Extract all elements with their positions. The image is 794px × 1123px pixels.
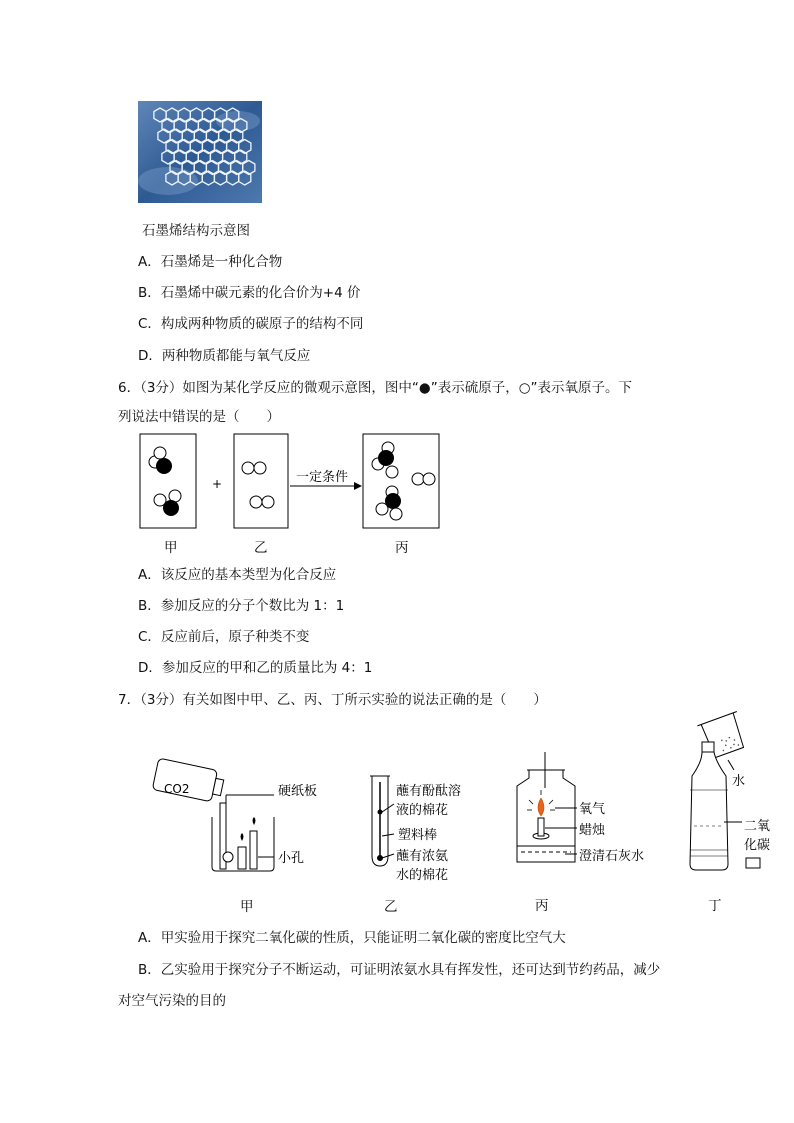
q5-option-d: D．两种物质都能与氧气反应 (138, 348, 311, 364)
cotton1-line1: 蘸有酚酞溶 (396, 784, 462, 799)
oxygen-atom (242, 462, 254, 474)
q6-option-c: C．反应前后，原子种类不变 (138, 629, 310, 645)
water-label: 水 (732, 774, 746, 789)
graphene-caption: 石墨烯结构示意图 (142, 223, 250, 239)
candle-icon (538, 818, 544, 836)
plus-sign: + (212, 477, 223, 491)
co2-label: CO2 (164, 782, 190, 796)
experiment-bing (505, 748, 665, 913)
q7-option-b-line1: B．乙实验用于探究分子不断运动，可证明浓氨水具有挥发性，还可达到节约药品，减少 (138, 962, 661, 978)
oxygen-atom (390, 508, 402, 520)
q5-option-c: C．构成两种物质的碳原子的结构不同 (138, 316, 364, 332)
label-bing: 丙 (535, 898, 549, 914)
experiment-jia (150, 735, 318, 915)
oxygen-atom (386, 466, 398, 478)
box-yi (234, 434, 288, 528)
board-label: 硬纸板 (278, 784, 318, 799)
q6-stem-line1: 6．（3分）如图为某化学反应的微观示意图，图中“●”表示硫原子，○”表示氧原子。下 (118, 380, 632, 396)
oxygen-atom (250, 496, 262, 508)
cotton1-line2: 液的棉花 (396, 803, 449, 818)
arrow-head-icon (354, 482, 362, 490)
q7-option-a: A．甲实验用于探究二氧化碳的性质，只能证明二氧化碳的密度比空气大 (138, 930, 566, 946)
sulfur-atom (163, 500, 179, 516)
oxygen-atom (376, 503, 388, 515)
oxygen-label: 氧气 (579, 802, 606, 817)
q6-reaction-diagram (130, 428, 460, 558)
oxygen-atom (423, 473, 435, 485)
bottle-cap-icon (702, 742, 714, 752)
experiment-yi (360, 770, 480, 915)
bottle-icon (690, 752, 728, 870)
jar-icon (517, 770, 575, 862)
co2-jar-icon (152, 758, 225, 803)
q6-option-d: D．参加反应的甲和乙的质量比为 4：1 (138, 660, 373, 676)
label-yi: 乙 (254, 540, 268, 556)
graphene-structure-icon (138, 101, 262, 203)
label-jia: 甲 (164, 540, 178, 556)
candle-label: 蜡烛 (579, 823, 606, 838)
loose-cap-icon (746, 858, 760, 868)
experiment-ding (680, 710, 792, 915)
limewater-label: 澄清石灰水 (579, 849, 645, 864)
label-yi: 乙 (384, 899, 398, 915)
stick-label: 塑料棒 (398, 828, 438, 843)
oxygen-atom (412, 473, 424, 485)
label-ding: 丁 (708, 898, 722, 914)
q6-option-a: A．该反应的基本类型为化合反应 (138, 567, 337, 583)
q6-stem-line2: 列说法中错误的是（ ） (118, 409, 280, 425)
cotton2-line2: 水的棉花 (396, 868, 449, 883)
q6-option-b: B．参加反应的分子个数比为 1：1 (138, 598, 345, 614)
oxygen-atom (254, 462, 266, 474)
arrow-label: 一定条件 (296, 470, 349, 485)
graphene-image (138, 101, 262, 203)
sulfur-atom (378, 450, 394, 466)
oxygen-atom (262, 496, 274, 508)
hole-label: 小孔 (278, 851, 305, 866)
sulfur-atom (156, 458, 172, 474)
candle-icon (238, 847, 246, 869)
q5-option-b: B．石墨烯中碳元素的化合价为+4 价 (138, 285, 361, 301)
oxygen-atom (154, 447, 166, 459)
label-jia: 甲 (240, 899, 254, 915)
co2-line2: 化碳 (744, 838, 771, 853)
label-bing: 丙 (395, 540, 409, 556)
q7-option-b-line2: 对空气污染的目的 (118, 993, 226, 1009)
hole-icon (223, 852, 233, 862)
co2-line1: 二氧 (744, 819, 771, 834)
q5-option-a: A．石墨烯是一种化合物 (138, 254, 283, 270)
candle-icon (250, 831, 257, 869)
q7-stem: 7．（3分）有关如图中甲、乙、丙、丁所示实验的说法正确的是（ ） (118, 692, 547, 708)
cotton2-line1: 蘸有浓氨 (396, 849, 449, 864)
